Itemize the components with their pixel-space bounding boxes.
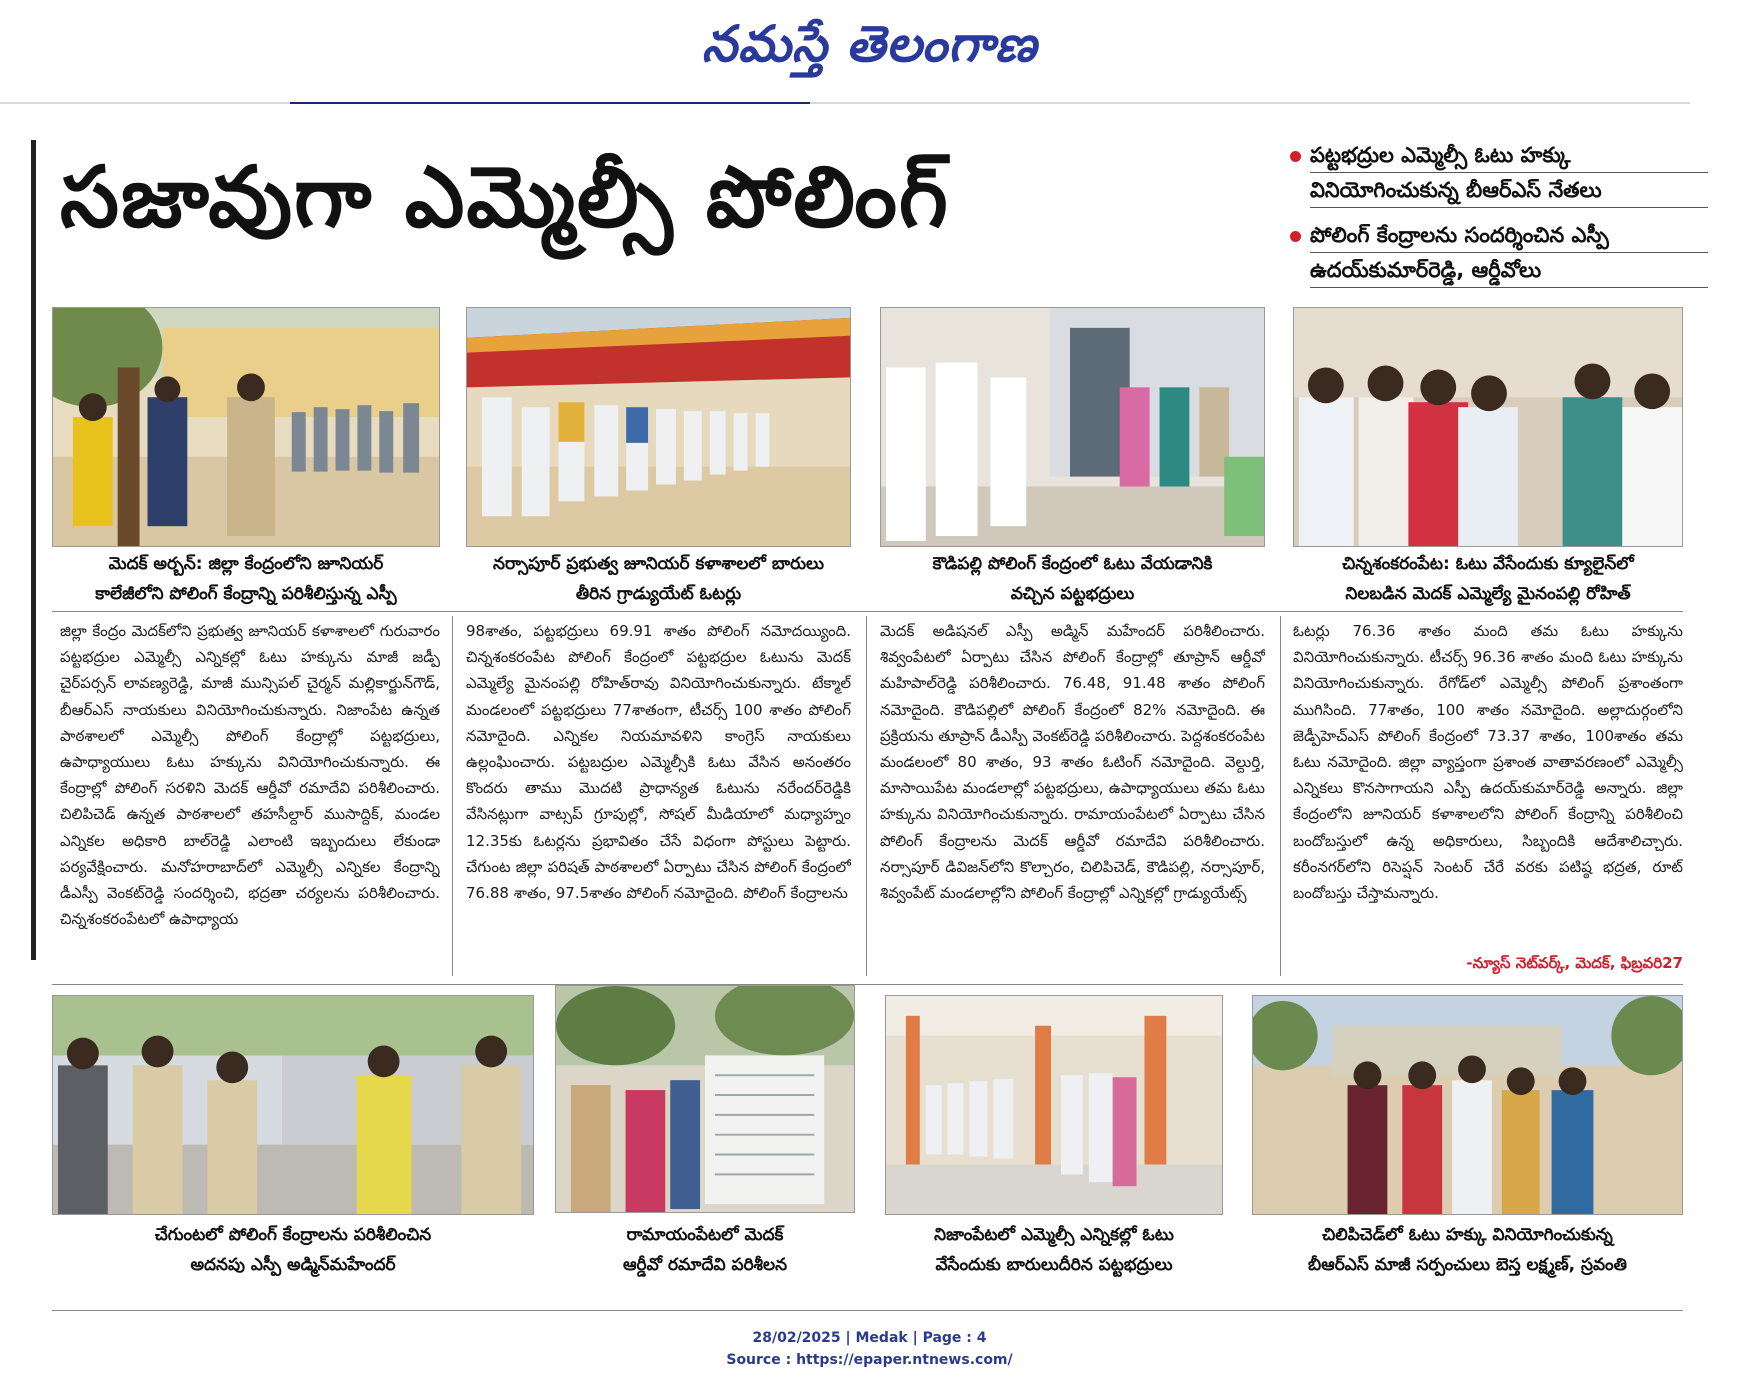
caption-line: కౌడిపల్లి పోలింగ్ కేంద్రంలో ఓటు వేయడానికి xyxy=(932,554,1213,574)
page-bottom-rule xyxy=(52,1310,1683,1311)
highlight-line: పట్టభద్రుల ఎమ్మెల్సీ ఓటు హక్కు xyxy=(1310,138,1708,173)
caption-line: కాలేజీలోని పోలింగ్ కేంద్రాన్ని పరిశీలిస్తున్న ఎస్పీ xyxy=(95,584,397,604)
article-column-1: జిల్లా కేంద్రం మెదక్‌లోని ప్రభుత్వ జూనియర్ కళాశాలలో గురువారం పట్టభద్రుల ఎమ్మెల్సీ ఎన్నికల్లో ఓటు హక్కును మాజీ జడ్పీ చైర్‌పర్సన్ లావణ్యరెడ్డి, మాజీ మున్సిపల్ చైర్మన్ మల్లికార్జున్‌గౌడ్, బీఆర్ఎస్ నాయకులు వినియోగించుకున్నారు. నిజాంపేట ఉన్నత పాఠశాలలో ఎమ్మెల్సీ పోలింగ్ కేంద్రాల్లో పట్టభద్రులు, ఉపాధ్యాయులు ఓటు హక్కును వినియోగించుకున్నారు. ఈ కేంద్రాల్లో పోలింగ్ సరళిని మెదక్ ఆర్డీవో రమాదేవి పరిశీలించారు. చిలిపిచెడ్ ఉన్నత పాఠశాలలో తహసీల్దార్ ముసాద్దిక్, మండల ఎన్నికల అధికారి బాల్‌రెడ్డి ఎలాంటి ఇబ్బందులు లేకుండా పర్యవేక్షించారు. మనోహరాబాద్‌లో ఎమ్మెల్సీ ఎన్నికల కేంద్రాన్ని డీఎస్పీ వెంకట్‌రెడ్డి సందర్శించి, భద్రతా చర్యలను పరిశీలించారు. చిన్నశంకరంపేటలో ఉపాధ్యాయ xyxy=(60,622,440,929)
caption-line: నిలబడిన మెదక్ ఎమ్మెల్యే మైనంపల్లి రోహిత్ xyxy=(1345,584,1631,604)
footer-edition-info: 28/02/2025 | Medak | Page : 4 xyxy=(752,1330,987,1346)
caption-line: ఆర్డీవో రమాదేవి పరిశీలన xyxy=(622,1255,788,1275)
section-divider xyxy=(52,984,1683,985)
highlight-line: పోలింగ్ కేంద్రాలను సందర్శించిన ఎస్పీ xyxy=(1310,218,1708,253)
masthead-accent-divider xyxy=(290,102,810,104)
article-byline: -న్యూస్ నెట్‌వర్క్, మెదక్, ఫిబ్రవరి27 xyxy=(1466,954,1683,972)
masthead-divider xyxy=(0,102,1690,104)
caption-line: నర్సాపూర్ ప్రభుత్వ జూనియర్ కళాశాలలో బారులు xyxy=(493,554,824,574)
highlight-item xyxy=(1288,218,1708,288)
photo-caption xyxy=(466,549,851,609)
caption-line: అదనపు ఎస్పీ అడ్మిన్‌మహేందర్ xyxy=(190,1255,396,1275)
highlight-item xyxy=(1288,138,1708,208)
caption-line: తీరిన గ్రాడ్యుయేట్ ఓటర్లు xyxy=(575,584,742,604)
caption-line: చేగుంటలో పోలింగ్ కేంద్రాలను పరిశీలించిన xyxy=(154,1225,432,1245)
photo-kowdipally-centre xyxy=(880,307,1265,547)
photo-nizampet-queue xyxy=(885,995,1223,1215)
photo-chegunta-inspection xyxy=(52,995,534,1215)
photo-chinnashankarampet-queue xyxy=(1293,307,1683,547)
caption-line: చిన్నశంకరంపేట: ఓటు వేసేందుకు క్యూలైన్‌లో xyxy=(1342,554,1634,574)
caption-line: చిలిపిచెడ్‌లో ఓటు హక్కు వినియోగించుకున్న xyxy=(1322,1225,1613,1245)
caption-line: రామాయంపేటలో మెదక్ xyxy=(626,1225,784,1245)
caption-line: వేసేందుకు బారులుదీరిన పట్టభద్రులు xyxy=(935,1255,1173,1275)
page-edge-rule xyxy=(31,140,36,960)
highlight-line: ఉదయ్‌కుమార్‌రెడ్డి, ఆర్డీవోలు xyxy=(1310,253,1708,288)
masthead xyxy=(0,0,1739,100)
article-column-4: ఓటర్లు 76.36 శాతం మంది తమ ఓటు హక్కును వినియోగించుకున్నారు. టీచర్స్ 96.36 శాతం మంది ఓటు హక్కును వినియోగించుకున్నారు. రేగోడ్‌లో ఎమ్మెల్సీ పోలింగ్ ప్రశాంతంగా ముగిసింది. 77శాతం, 100 శాతం నమోదైంది. అల్లాదుర్గంలోని జెడ్పీహెచ్ఎస్ పోలింగ్ కేంద్రంలో 73.37 శాతం, 100శాతం తమ ఓటు నమోదైంది. జిల్లా వ్యాప్తంగా ప్రశాంత వాతావరణంలో ఎమ్మెల్సీ ఎన్నికలు కొనసాగాయని ఎస్పీ ఉదయ్‌కుమార్‌రెడ్డి అన్నారు. జిల్లా కేంద్రంలోని జూనియర్ కళాశాలలోని పోలింగ్ కేంద్రాన్ని పరిశీలించి బందోబస్తులో ఉన్న అధికారులు, సిబ్బందికి ఆదేశాలిచ్చారు. కరీంనగర్‌లోని రిసెప్షన్ సెంటర్ చేరే వరకు పటిష్ఠ భద్రత, రూట్ బందోబస్తు చేస్తామన్నారు. xyxy=(1293,622,1683,903)
photo-caption xyxy=(555,1220,855,1280)
column-divider xyxy=(452,616,453,976)
article-headline: సజావుగా ఎమ్మెల్సీ పోలింగ్ xyxy=(60,148,950,246)
caption-divider xyxy=(52,611,1683,612)
photo-caption xyxy=(1252,1220,1683,1280)
footer-source-link[interactable]: Source : https://epaper.ntnews.com/ xyxy=(726,1352,1013,1368)
article-column-3: మెదక్ అడిషనల్ ఎస్పీ అడ్మిన్ మహేందర్ పరిశీలించారు. శివ్వంపేటలో ఏర్పాటు చేసిన పోలింగ్ కేంద్రాల్లో తూప్రాన్ ఆర్డీవో మహిపాల్‌రెడ్డి పరిశీలించారు. 76.48, 91.48 శాతం పోలింగ్ నమోదైంది. కౌడిపల్లిలో పోలింగ్ కేంద్రంలో 82% నమోదైంది. ఈ ప్రక్రియను తూప్రాన్ డీఎస్పీ వెంకట్‌రెడ్డి పరిశీలించారు. పెద్దశంకరంపేట మండలంలో 80 శాతం, 93 శాతం ఓటింగ్ నమోదైంది. వెల్దుర్తి, మాసాయిపేట మండలాల్లో పట్టభద్రులు, ఉపాధ్యాయులు తమ ఓటు హక్కును వినియోగించుకున్నారు. రామాయంపేటలో ఏర్పాటు చేసిన పోలింగ్ కేంద్రాలను మెదక్ ఆర్డీవో రమాదేవి పరిశీలించారు. నర్సాపూర్ డివిజన్‌లోని కొల్చారం, చిలిపిచెడ్, కౌడిపల్లి, నర్సాపూర్, శివ్వంపేట్ మండలాల్లోని పోలింగ్ కేంద్రాల్లో ఎన్నికల్లో గ్రాడ్యుయేట్స్ xyxy=(880,622,1265,903)
photo-narsapur-queue xyxy=(466,307,851,547)
caption-line: వచ్చిన పట్టభద్రులు xyxy=(1010,584,1135,604)
caption-line: మెదక్ అర్బన్: జిల్లా కేంద్రంలోని జూనియర్ xyxy=(108,554,384,574)
bullet-icon xyxy=(1290,151,1301,162)
column-divider xyxy=(866,616,867,976)
column-divider xyxy=(1280,616,1281,976)
caption-line: బీఆర్ఎస్ మాజీ సర్పంచులు బెస్త లక్ష్మణ్, స్రవంతి xyxy=(1308,1255,1627,1275)
photo-chilipched-voters xyxy=(1252,995,1683,1215)
photo-medak-junior-college xyxy=(52,307,440,547)
bullet-icon xyxy=(1290,231,1301,242)
highlights xyxy=(1288,138,1708,298)
photo-caption xyxy=(880,549,1265,609)
photo-caption xyxy=(1293,549,1683,609)
photo-ramayampet-inspection xyxy=(555,985,855,1213)
highlight-line: వినియోగించుకున్న బీఆర్ఎస్ నేతలు xyxy=(1310,173,1708,208)
photo-caption xyxy=(52,1220,534,1280)
caption-line: నిజాంపేటలో ఎమ్మెల్సీ ఎన్నికల్లో ఓటు xyxy=(934,1225,1174,1245)
newspaper-logo: నమస్తే తెలంగాణ xyxy=(701,14,1038,73)
photo-caption xyxy=(885,1220,1223,1280)
article-column-2: 98శాతం, పట్టభద్రులు 69.91 శాతం పోలింగ్ నమోదయ్యింది. చిన్నశంకరంపేట పోలింగ్ కేంద్రంలో పట్టభద్రుల ఓటును మెదక్ ఎమ్మెల్యే మైనంపల్లి రోహిత్‌రావు వినియోగించుకున్నారు. టేక్మాల్ మండలంలో పట్టభద్రులు 77శాతంగా, టీచర్స్ 100 శాతం పోలింగ్ నమోదైంది. ఎన్నికల నియమావళిని కాంగ్రెస్ నాయకులు ఉల్లంఘించారు. పట్టబద్రుల ఎమ్మెల్సీకి ఓటు వేసిన అనంతరం కొందరు తాము మొదటి ప్రాధాన్యత ఓటును నరేందర్‌రెడ్డికి వేసినట్లుగా వాట్సప్ గ్రూపుల్లో, సోషల్ మీడియాలో మధ్యాహ్నం 12.35కు ఓటర్లను ప్రభావితం చేసే విధంగా పోస్టులు పెట్టారు. చేగుంట జిల్లా పరిషత్ పాఠశాలలో ఏర్పాటు చేసిన పోలింగ్ కేంద్రంలో 76.88 శాతం, 97.5శాతం పోలింగ్ నమోదైంది. పోలింగ్ కేంద్రాలను xyxy=(466,622,851,903)
photo-caption xyxy=(52,549,440,609)
